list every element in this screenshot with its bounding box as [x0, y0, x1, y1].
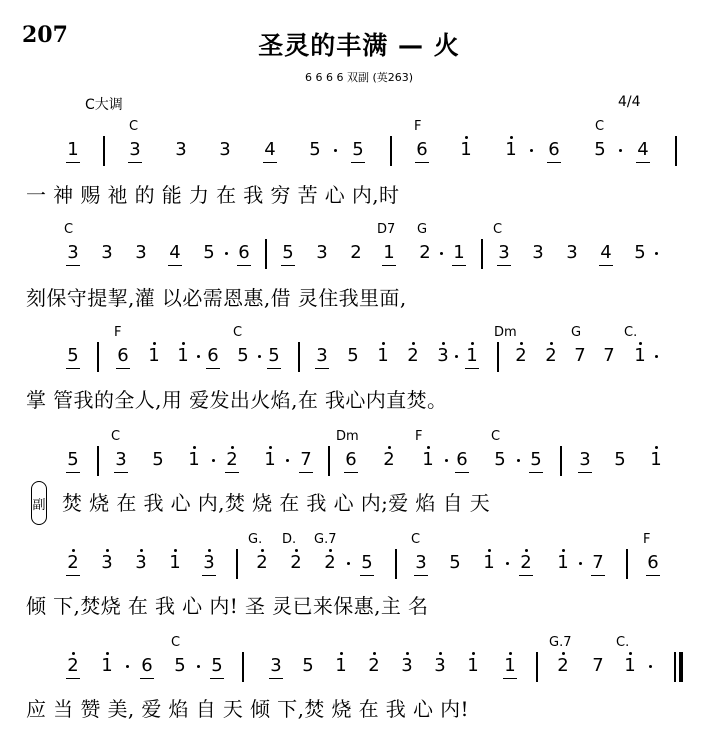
high-octave-dot	[295, 549, 298, 552]
bar-line	[395, 549, 397, 579]
refrain-marker: 副	[31, 481, 47, 525]
final-bar-thick	[679, 652, 683, 682]
high-octave-dot	[465, 136, 468, 139]
note: 3	[401, 655, 413, 676]
note: 1	[383, 242, 395, 263]
high-octave-dot	[442, 342, 445, 345]
high-octave-dot	[329, 549, 332, 552]
note: 1	[624, 655, 636, 676]
note: 1	[148, 345, 160, 366]
note: 5	[203, 242, 215, 263]
note: 5	[174, 655, 186, 676]
note: 5	[67, 345, 79, 366]
note: 3	[498, 242, 510, 263]
time-signature: 4/4	[618, 94, 641, 110]
note: 4	[264, 139, 276, 160]
bar-line	[675, 136, 677, 166]
hymn-title: 圣灵的丰满 — 火	[258, 31, 460, 60]
high-octave-dot	[562, 549, 565, 552]
note: 1	[264, 449, 276, 470]
note: 2	[67, 655, 79, 676]
note: 3	[101, 242, 113, 263]
chord-symbol: C	[233, 325, 243, 340]
note: 3	[115, 449, 127, 470]
chord-symbol: C	[129, 119, 139, 134]
note-underline	[599, 265, 613, 266]
note: 1	[483, 552, 495, 573]
note: 2	[419, 242, 431, 263]
note: 1	[650, 449, 662, 470]
note: 6	[456, 449, 468, 470]
note: 1	[634, 345, 646, 366]
note-underline	[267, 368, 281, 369]
chord-symbol: D.	[282, 532, 297, 547]
dotted-rhythm-dot	[258, 355, 261, 358]
note: 3	[270, 655, 282, 676]
high-octave-dot	[629, 652, 632, 655]
note: 2	[515, 345, 527, 366]
dotted-rhythm-dot	[506, 562, 509, 565]
note: 3	[101, 552, 113, 573]
note-underline	[263, 162, 277, 163]
dotted-rhythm-dot	[655, 252, 658, 255]
note: 1	[504, 655, 516, 676]
note: 2	[368, 655, 380, 676]
note: 1	[335, 655, 347, 676]
note-underline	[351, 162, 365, 163]
high-octave-dot	[562, 652, 565, 655]
note: 6	[647, 552, 659, 573]
note-underline	[452, 265, 466, 266]
note-underline	[269, 678, 283, 679]
note: 5	[67, 449, 79, 470]
high-octave-dot	[340, 652, 343, 655]
note: 1	[466, 345, 478, 366]
high-octave-dot	[106, 652, 109, 655]
note: 5	[309, 139, 321, 160]
note: 1	[177, 345, 189, 366]
high-octave-dot	[509, 652, 512, 655]
high-octave-dot	[550, 342, 553, 345]
high-octave-dot	[72, 549, 75, 552]
note: 2	[290, 552, 302, 573]
bar-line	[298, 342, 300, 372]
note: 5	[352, 139, 364, 160]
bar-line	[536, 652, 538, 682]
chord-symbol: C	[493, 222, 503, 237]
note-underline	[66, 472, 80, 473]
dotted-rhythm-dot	[334, 149, 337, 152]
chord-symbol: C	[595, 119, 605, 134]
dotted-rhythm-dot	[440, 252, 443, 255]
note: 6	[548, 139, 560, 160]
note-underline	[455, 472, 469, 473]
note: 6	[207, 345, 219, 366]
high-octave-dot	[231, 446, 234, 449]
note: 2	[256, 552, 268, 573]
lyric-line: 刻保守提挈,灌 以必需恩惠,借 灵住我里面,	[26, 286, 407, 310]
note: 3	[175, 139, 187, 160]
high-octave-dot	[427, 446, 430, 449]
chord-symbol: G	[571, 325, 582, 340]
dotted-rhythm-dot	[225, 252, 228, 255]
note: 3	[566, 242, 578, 263]
meter-info: 6 6 6 6 双副 (英263)	[304, 71, 414, 84]
note-underline	[578, 472, 592, 473]
note-underline	[66, 678, 80, 679]
note-underline	[382, 265, 396, 266]
high-octave-dot	[382, 342, 385, 345]
high-octave-dot	[639, 342, 642, 345]
high-octave-dot	[472, 652, 475, 655]
note: 2	[350, 242, 362, 263]
dotted-rhythm-dot	[649, 665, 652, 668]
dotted-rhythm-dot	[530, 149, 533, 152]
note: 3	[316, 345, 328, 366]
bar-line	[481, 239, 483, 269]
note: 5	[347, 345, 359, 366]
note: 6	[117, 345, 129, 366]
chord-symbol: C	[64, 222, 74, 237]
chord-symbol: Dm	[494, 325, 517, 340]
note-underline	[225, 472, 239, 473]
high-octave-dot	[406, 652, 409, 655]
key-signature: C大调	[85, 97, 123, 113]
high-octave-dot	[412, 342, 415, 345]
note-underline	[519, 575, 533, 576]
note: 2	[226, 449, 238, 470]
note: 3	[129, 139, 141, 160]
note: 5	[302, 655, 314, 676]
bar-line	[103, 136, 105, 166]
dotted-rhythm-dot	[445, 459, 448, 462]
high-octave-dot	[269, 446, 272, 449]
note: 1	[505, 139, 517, 160]
note: 1	[169, 552, 181, 573]
bar-line	[328, 446, 330, 476]
note: 4	[600, 242, 612, 263]
note: 1	[377, 345, 389, 366]
note: 7	[592, 655, 604, 676]
note: 1	[101, 655, 113, 676]
dotted-rhythm-dot	[619, 149, 622, 152]
high-octave-dot	[174, 549, 177, 552]
note: 5	[237, 345, 249, 366]
note: 3	[434, 655, 446, 676]
note: 5	[449, 552, 461, 573]
note-underline	[66, 368, 80, 369]
dotted-rhythm-dot	[455, 355, 458, 358]
high-octave-dot	[488, 549, 491, 552]
chord-symbol: Dm	[336, 429, 359, 444]
note: 5	[211, 655, 223, 676]
high-octave-dot	[520, 342, 523, 345]
note: 6	[345, 449, 357, 470]
high-octave-dot	[261, 549, 264, 552]
note: 1	[557, 552, 569, 573]
dotted-rhythm-dot	[286, 459, 289, 462]
note: 6	[416, 139, 428, 160]
note: 2	[520, 552, 532, 573]
note-underline	[465, 368, 479, 369]
note: 5	[594, 139, 606, 160]
note-underline	[636, 162, 650, 163]
note-underline	[114, 472, 128, 473]
note: 5	[361, 552, 373, 573]
note: 1	[467, 655, 479, 676]
chord-symbol: G.	[248, 532, 263, 547]
note: 3	[135, 242, 147, 263]
chord-symbol: C	[491, 429, 501, 444]
dotted-rhythm-dot	[347, 562, 350, 565]
lyric-line: 掌 管我的全人,用 爱发出火焰,在 我心内直焚。	[26, 388, 448, 412]
note-underline	[315, 368, 329, 369]
note: 4	[169, 242, 181, 263]
chord-symbol: G.7	[549, 635, 572, 650]
high-octave-dot	[471, 342, 474, 345]
lyric-line: 应 当 赞 美, 爱 焰 自 天 倾 下,焚 烧 在 我 心 内!	[26, 697, 469, 721]
high-octave-dot	[140, 549, 143, 552]
note-underline	[66, 575, 80, 576]
note: 2	[407, 345, 419, 366]
bar-line	[97, 446, 99, 476]
high-octave-dot	[373, 652, 376, 655]
note-underline	[66, 162, 80, 163]
high-octave-dot	[153, 342, 156, 345]
note-underline	[529, 472, 543, 473]
chord-symbol: F	[114, 325, 122, 340]
dotted-rhythm-dot	[212, 459, 215, 462]
hymn-number: 207	[22, 22, 68, 48]
chord-symbol: F	[643, 532, 651, 547]
chord-symbol: C	[411, 532, 421, 547]
note: 3	[437, 345, 449, 366]
note: 7	[574, 345, 586, 366]
dotted-rhythm-dot	[197, 355, 200, 358]
chord-symbol: C	[171, 635, 181, 650]
note: 2	[383, 449, 395, 470]
dotted-rhythm-dot	[517, 459, 520, 462]
chord-symbol: G.7	[314, 532, 337, 547]
note: 7	[603, 345, 615, 366]
note: 3	[203, 552, 215, 573]
bar-line	[497, 342, 499, 372]
note-underline	[140, 678, 154, 679]
chord-symbol: C	[111, 429, 121, 444]
chord-symbol: D7	[377, 222, 396, 237]
note-underline	[344, 472, 358, 473]
note-underline	[591, 575, 605, 576]
note-underline	[360, 575, 374, 576]
note-underline	[497, 265, 511, 266]
high-octave-dot	[193, 446, 196, 449]
note: 6	[238, 242, 250, 263]
note: 2	[557, 655, 569, 676]
note: 1	[188, 449, 200, 470]
note: 1	[453, 242, 465, 263]
lyric-line: 倾 下,焚烧 在 我 心 内! 圣 灵已来保惠,主 名	[26, 594, 429, 618]
note-underline	[646, 575, 660, 576]
note: 2	[324, 552, 336, 573]
note: 5	[282, 242, 294, 263]
high-octave-dot	[439, 652, 442, 655]
note: 7	[592, 552, 604, 573]
note-underline	[414, 575, 428, 576]
note: 5	[268, 345, 280, 366]
note: 3	[135, 552, 147, 573]
high-octave-dot	[655, 446, 658, 449]
dotted-rhythm-dot	[579, 562, 582, 565]
note-underline	[202, 575, 216, 576]
note-underline	[116, 368, 130, 369]
dotted-rhythm-dot	[126, 665, 129, 668]
bar-line	[626, 549, 628, 579]
high-octave-dot	[182, 342, 185, 345]
note: 3	[415, 552, 427, 573]
note: 3	[316, 242, 328, 263]
high-octave-dot	[510, 136, 513, 139]
note: 3	[67, 242, 79, 263]
note: 2	[67, 552, 79, 573]
note-underline	[281, 265, 295, 266]
chord-symbol: C.	[616, 635, 630, 650]
high-octave-dot	[525, 549, 528, 552]
note: 6	[141, 655, 153, 676]
note: 2	[545, 345, 557, 366]
note: 3	[532, 242, 544, 263]
dotted-rhythm-dot	[655, 355, 658, 358]
note: 4	[637, 139, 649, 160]
chord-symbol: F	[415, 429, 423, 444]
bar-line	[236, 549, 238, 579]
note: 7	[300, 449, 312, 470]
bar-line	[560, 446, 562, 476]
note-underline	[168, 265, 182, 266]
note-underline	[299, 472, 313, 473]
note: 5	[494, 449, 506, 470]
note-underline	[415, 162, 429, 163]
lyric-line: 焚 烧 在 我 心 内,焚 烧 在 我 心 内;爱 焰 自 天	[62, 491, 491, 515]
bar-line	[242, 652, 244, 682]
chord-symbol: F	[414, 119, 422, 134]
note: 1	[67, 139, 79, 160]
note: 5	[634, 242, 646, 263]
note: 1	[460, 139, 472, 160]
note: 1	[422, 449, 434, 470]
note-underline	[206, 368, 220, 369]
bar-line	[265, 239, 267, 269]
high-octave-dot	[208, 549, 211, 552]
bar-line	[97, 342, 99, 372]
dotted-rhythm-dot	[197, 665, 200, 668]
chord-symbol: C.	[624, 325, 638, 340]
high-octave-dot	[388, 446, 391, 449]
note-underline	[210, 678, 224, 679]
high-octave-dot	[72, 652, 75, 655]
note: 5	[614, 449, 626, 470]
note: 3	[579, 449, 591, 470]
note: 5	[530, 449, 542, 470]
note-underline	[503, 678, 517, 679]
final-bar-thin	[674, 652, 676, 682]
chord-symbol: G	[417, 222, 428, 237]
note-underline	[128, 162, 142, 163]
note-underline	[547, 162, 561, 163]
high-octave-dot	[106, 549, 109, 552]
lyric-line: 一 神 赐 祂 的 能 力 在 我 穷 苦 心 内,时	[26, 183, 400, 207]
note: 5	[152, 449, 164, 470]
bar-line	[390, 136, 392, 166]
note: 3	[219, 139, 231, 160]
note-underline	[237, 265, 251, 266]
note-underline	[66, 265, 80, 266]
